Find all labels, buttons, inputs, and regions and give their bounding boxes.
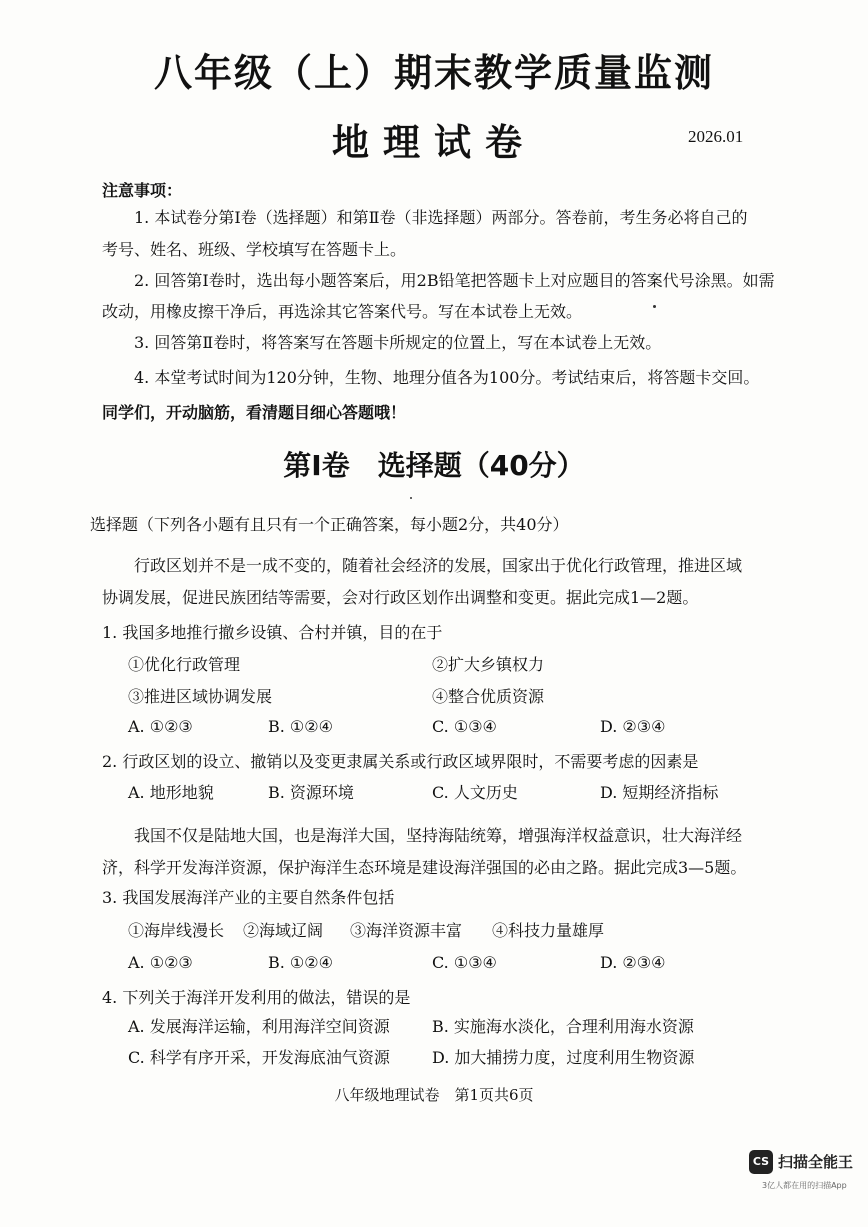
question-4-option-c: C. 科学有序开采，开发海底油气资源 — [128, 1048, 390, 1067]
section-title: 第Ⅰ卷 选择题（40分） — [283, 449, 585, 482]
note-3: 3. 回答第Ⅱ卷时，将答案写在答题卡所规定的位置上，写在本试卷上无效。 — [134, 333, 662, 352]
question-1-option-a: A. ①②③ — [128, 717, 193, 736]
exam-date: 2026.01 — [688, 127, 744, 146]
question-3-option-d: D. ②③④ — [600, 953, 666, 972]
question-2-stem: 2. 行政区划的设立、撤销以及变更隶属关系或行政区域界限时，不需要考虑的因素是 — [102, 752, 699, 771]
question-4-option-d: D. 加大捕捞力度，过度利用生物资源 — [432, 1048, 695, 1067]
scan-speck — [410, 497, 412, 499]
page-footer: 八年级地理试卷 第1页共6页 — [334, 1086, 534, 1104]
passage-2-line-1: 我国不仅是陆地大国，也是海洋大国，坚持海陆统筹，增强海洋权益意识，壮大海洋经 — [134, 826, 743, 845]
notes-heading: 注意事项： — [102, 181, 183, 200]
question-1-stem: 1. 我国多地推行撤乡设镇、合村并镇，目的在于 — [102, 623, 443, 642]
note-2-line-1: 2. 回答第Ⅰ卷时，选出每小题答案后，用2B铅笔把答题卡上对应题目的答案代号涂黑。如需 — [134, 271, 775, 290]
question-1-statement-1: ①优化行政管理 — [128, 655, 241, 674]
question-3-statement-2: ②海域辽阔 — [243, 921, 324, 940]
question-3-option-c: C. ①③④ — [432, 953, 497, 972]
note-2-line-2: 改动，用橡皮擦干净后，再选涂其它答案代号。写在本试卷上无效。 — [102, 302, 583, 321]
question-1-statement-4: ④整合优质资源 — [432, 687, 545, 706]
question-1-option-c: C. ①③④ — [432, 717, 497, 736]
note-4: 4. 本堂考试时间为120分钟，生物、地理分值各为100分。考试结束后，将答题卡交回。 — [134, 368, 760, 387]
question-4-stem: 4. 下列关于海洋开发利用的做法，错误的是 — [102, 988, 411, 1007]
passage-2-line-2: 济，科学开发海洋资源，保护海洋生态环境是建设海洋强国的必由之路。据此完成3—5题。 — [102, 858, 747, 877]
question-2-option-b: B. 资源环境 — [268, 783, 354, 802]
encouragement: 同学们，开动脑筋，看清题目细心答题哦！ — [102, 403, 407, 422]
note-1-line-2: 考号、姓名、班级、学校填写在答题卡上。 — [102, 240, 407, 259]
passage-1-line-2: 协调发展，促进民族团结等需要，会对行政区划作出调整和变更。据此完成1—2题。 — [102, 588, 699, 607]
question-3-option-b: B. ①②④ — [268, 953, 333, 972]
camscanner-brand: 扫描全能王 — [778, 1153, 854, 1171]
question-1-statement-3: ③推进区域协调发展 — [128, 687, 273, 706]
exam-title: 八年级（上）期末教学质量监测 — [153, 51, 714, 95]
exam-subtitle: 地理试卷 — [332, 121, 536, 164]
question-3-statement-4: ④科技力量雄厚 — [492, 921, 605, 940]
scan-speck — [653, 305, 656, 308]
passage-1-line-1: 行政区划并不是一成不变的，随着社会经济的发展，国家出于优化行政管理，推进区域 — [134, 556, 743, 575]
question-4-option-a: A. 发展海洋运输，利用海洋空间资源 — [128, 1017, 390, 1036]
question-3-statement-1: ①海岸线漫长 — [128, 921, 225, 940]
question-4-option-b: B. 实施海水淡化，合理利用海水资源 — [432, 1017, 694, 1036]
question-1-option-b: B. ①②④ — [268, 717, 333, 736]
question-2-option-c: C. 人文历史 — [432, 783, 518, 802]
question-1-statement-2: ②扩大乡镇权力 — [432, 655, 545, 674]
question-1-option-d: D. ②③④ — [600, 717, 666, 736]
camscanner-tagline: 3亿人都在用的扫描App — [762, 1181, 847, 1190]
note-1-line-1: 1. 本试卷分第Ⅰ卷（选择题）和第Ⅱ卷（非选择题）两部分。答卷前，考生务必将自己的 — [134, 208, 748, 227]
section-instruction: 选择题（下列各小题有且只有一个正确答案，每小题2分，共40分） — [90, 515, 569, 534]
question-2-option-d: D. 短期经济指标 — [600, 783, 719, 802]
question-2-option-a: A. 地形地貌 — [128, 783, 214, 802]
question-3-statement-3: ③海洋资源丰富 — [350, 921, 463, 940]
camscanner-logo-icon: CS — [749, 1150, 773, 1174]
question-3-stem: 3. 我国发展海洋产业的主要自然条件包括 — [102, 888, 395, 907]
question-3-option-a: A. ①②③ — [128, 953, 193, 972]
